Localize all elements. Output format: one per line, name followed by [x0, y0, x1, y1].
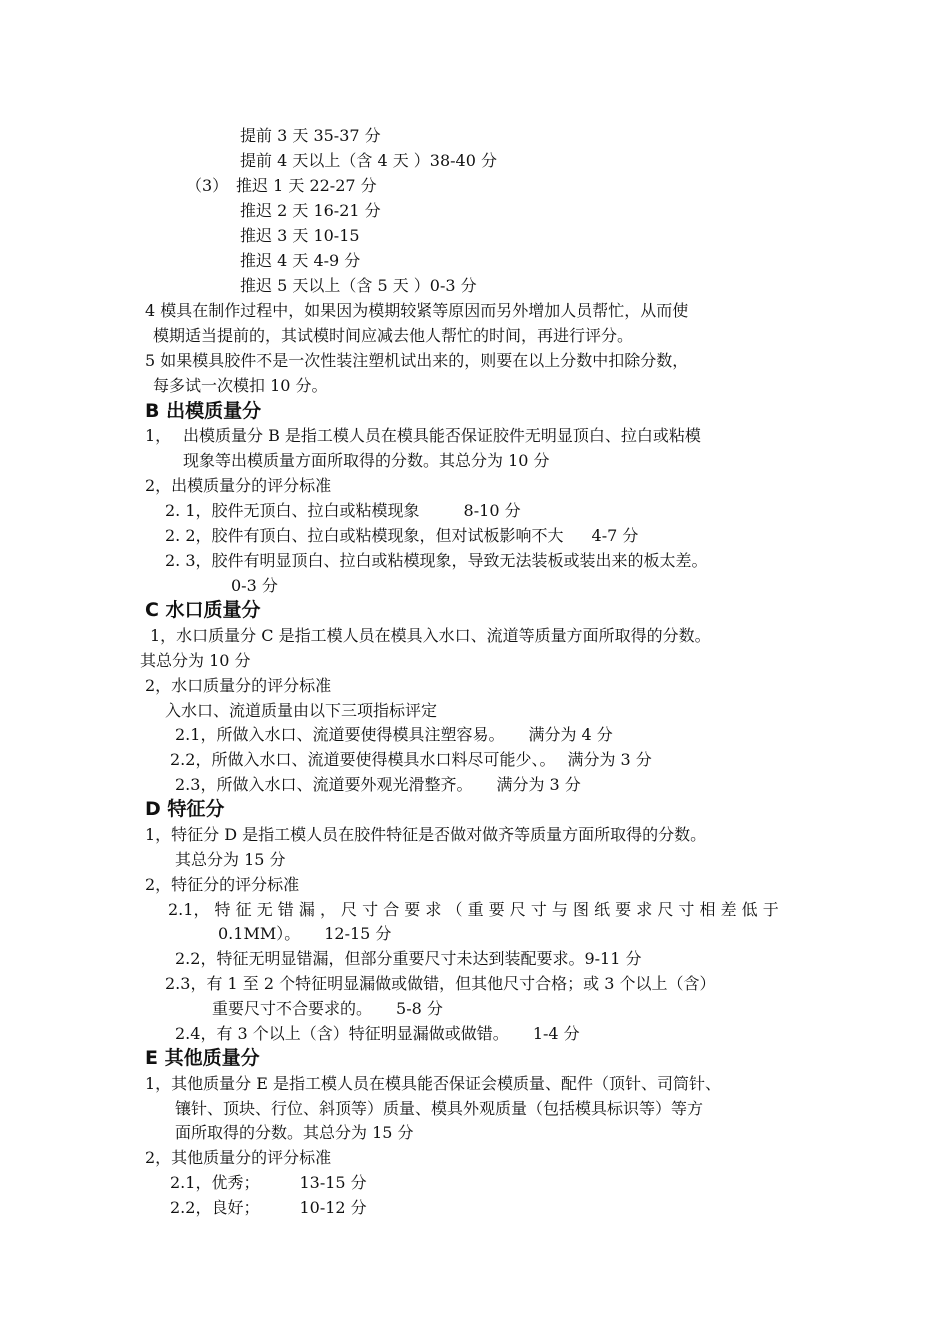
- section-b-p1-number: 1，: [145, 426, 172, 445]
- item-text: 2.2，所做入水口、流道要使得模具水口料尽可能少、。: [170, 750, 556, 769]
- early-4-days: 提前 4 天以上（含 4 天 ）38-40 分: [240, 151, 498, 170]
- early-3-days: 提前 3 天 35-37 分: [240, 126, 381, 145]
- item-text: 重要尺寸不合要求的。: [212, 999, 373, 1018]
- item-score: 10-12 分: [299, 1198, 367, 1217]
- section-e-p1-line-2: 镶针、顶块、行位、斜顶等）质量、模具外观质量（包括模具标识等）等方: [175, 1099, 704, 1118]
- section-e-p1-line-1: 1，其他质量分 E 是指工模人员在模具能否保证会模质量、配件（顶针、司筒针、: [145, 1074, 722, 1093]
- item-text: 2.4，有 3 个以上（含）特征明显漏做或做错。: [175, 1024, 509, 1043]
- section-b-p1-line-2: 现象等出模质量方面所取得的分数。其总分为 10 分: [183, 451, 550, 470]
- item-text: 2. 1，胶件无顶白、拉白或粘模现象: [165, 501, 420, 520]
- note-5-line-2: 每多试一次模扣 10 分。: [153, 376, 328, 395]
- section-d-item-2: 2.2，特征无明显错漏，但部分重要尺寸未达到装配要求。9-11 分: [175, 949, 642, 968]
- item-score: 满分为 4 分: [528, 725, 613, 744]
- section-d-item-3-line-2: [212, 997, 443, 1021]
- item-score: 5-8 分: [396, 999, 443, 1018]
- item-score: 4-7 分: [591, 526, 639, 545]
- section-c-item-3: [175, 773, 581, 797]
- item-text: 2. 2，胶件有顶白、拉白或粘模现象，但对试板影响不大: [165, 526, 564, 545]
- section-b-p1-line-1: 出模质量分 B 是指工模人员在模具能否保证胶件无明显顶白、拉白或粘模: [183, 426, 701, 445]
- item-text: 2.3，所做入水口、流道要外观光滑整齐。: [175, 775, 473, 794]
- section-d-item-4: [175, 1022, 580, 1046]
- item-score: 13-15 分: [299, 1173, 367, 1192]
- section-b-item-2: [165, 524, 638, 548]
- item-score: 满分为 3 分: [496, 775, 581, 794]
- section-c-p2: 2，水口质量分的评分标准: [145, 676, 332, 695]
- section-e-item-1: [170, 1171, 367, 1195]
- late-item-label: （3）: [186, 176, 229, 195]
- section-c-p1-line-2: 其总分为 10 分: [140, 651, 251, 670]
- item-score: 8-10 分: [463, 501, 521, 520]
- item-label: 2.2，良好；: [170, 1198, 260, 1217]
- section-e-heading: E 其他质量分: [145, 1047, 260, 1069]
- section-c-intro: 入水口、流道质量由以下三项指标评定: [165, 701, 438, 720]
- section-d-p2: 2，特征分的评分标准: [145, 875, 300, 894]
- section-c-p1-line-1: 1，水口质量分 C 是指工模人员在模具入水口、流道等质量方面所取得的分数。: [150, 626, 711, 645]
- section-d-p1-line-1: 1，特征分 D 是指工模人员在胶件特征是否做对做齐等质量方面所取得的分数。: [145, 825, 707, 844]
- item-label: 2.1，优秀；: [170, 1173, 260, 1192]
- section-d-p1-line-2: 其总分为 15 分: [175, 850, 286, 869]
- item-score: 12-15 分: [324, 924, 392, 943]
- section-c-item-2: [170, 748, 652, 772]
- section-d-heading: D 特征分: [145, 798, 225, 820]
- section-b-item-3: 2. 3，胶件有明显顶白、拉白或粘模现象，导致无法装板或装出来的板太差。: [165, 551, 708, 570]
- section-e-p2: 2，其他质量分的评分标准: [145, 1148, 332, 1167]
- note-4-line-2: 模期适当提前的，其试模时间应减去他人帮忙的时间，再进行评分。: [153, 326, 634, 345]
- note-4-line-1: 4 模具在制作过程中，如果因为模期较紧等原因而另外增加人员帮忙，从而使: [145, 301, 689, 320]
- section-e-item-2: [170, 1196, 367, 1220]
- section-c-heading: C 水口质量分: [145, 599, 261, 621]
- section-d-item-1-line-1: 2.1， 特 征 无 错 漏 ， 尺 寸 合 要 求 （ 重 要 尺 寸 与 图 纸 要 求 尺 寸 相 差 低 于: [168, 900, 779, 919]
- late-5-days: 推迟 5 天以上（含 5 天 ）0-3 分: [240, 276, 477, 295]
- item-score: 1-4 分: [532, 1024, 580, 1043]
- item-score: 满分为 3 分: [567, 750, 652, 769]
- section-b-heading: B 出模质量分: [145, 400, 262, 422]
- late-3-days: 推迟 3 天 10-15: [240, 226, 360, 245]
- late-4-days: 推迟 4 天 4-9 分: [240, 251, 361, 270]
- section-e-p1-line-3: 面所取得的分数。其总分为 15 分: [175, 1123, 414, 1142]
- note-5-line-1: 5 如果模具胶件不是一次性装注塑机试出来的，则要在以上分数中扣除分数，: [145, 351, 689, 370]
- late-1-day: 推迟 1 天 22-27 分: [236, 176, 377, 195]
- late-2-days: 推迟 2 天 16-21 分: [240, 201, 381, 220]
- section-d-item-1-line-2: [218, 922, 391, 946]
- section-b-item-1: [165, 499, 521, 523]
- item-text: 0.1MM）。: [218, 924, 301, 943]
- section-b-p2: 2，出模质量分的评分标准: [145, 476, 332, 495]
- section-c-item-1: [175, 723, 613, 747]
- item-text: 2.1，所做入水口、流道要使得模具注塑容易。: [175, 725, 505, 744]
- section-d-item-3-line-1: 2.3，有 1 至 2 个特征明显漏做或做错，但其他尺寸合格；或 3 个以上（含）: [165, 974, 716, 993]
- section-b-item-3-score: 0-3 分: [231, 576, 278, 595]
